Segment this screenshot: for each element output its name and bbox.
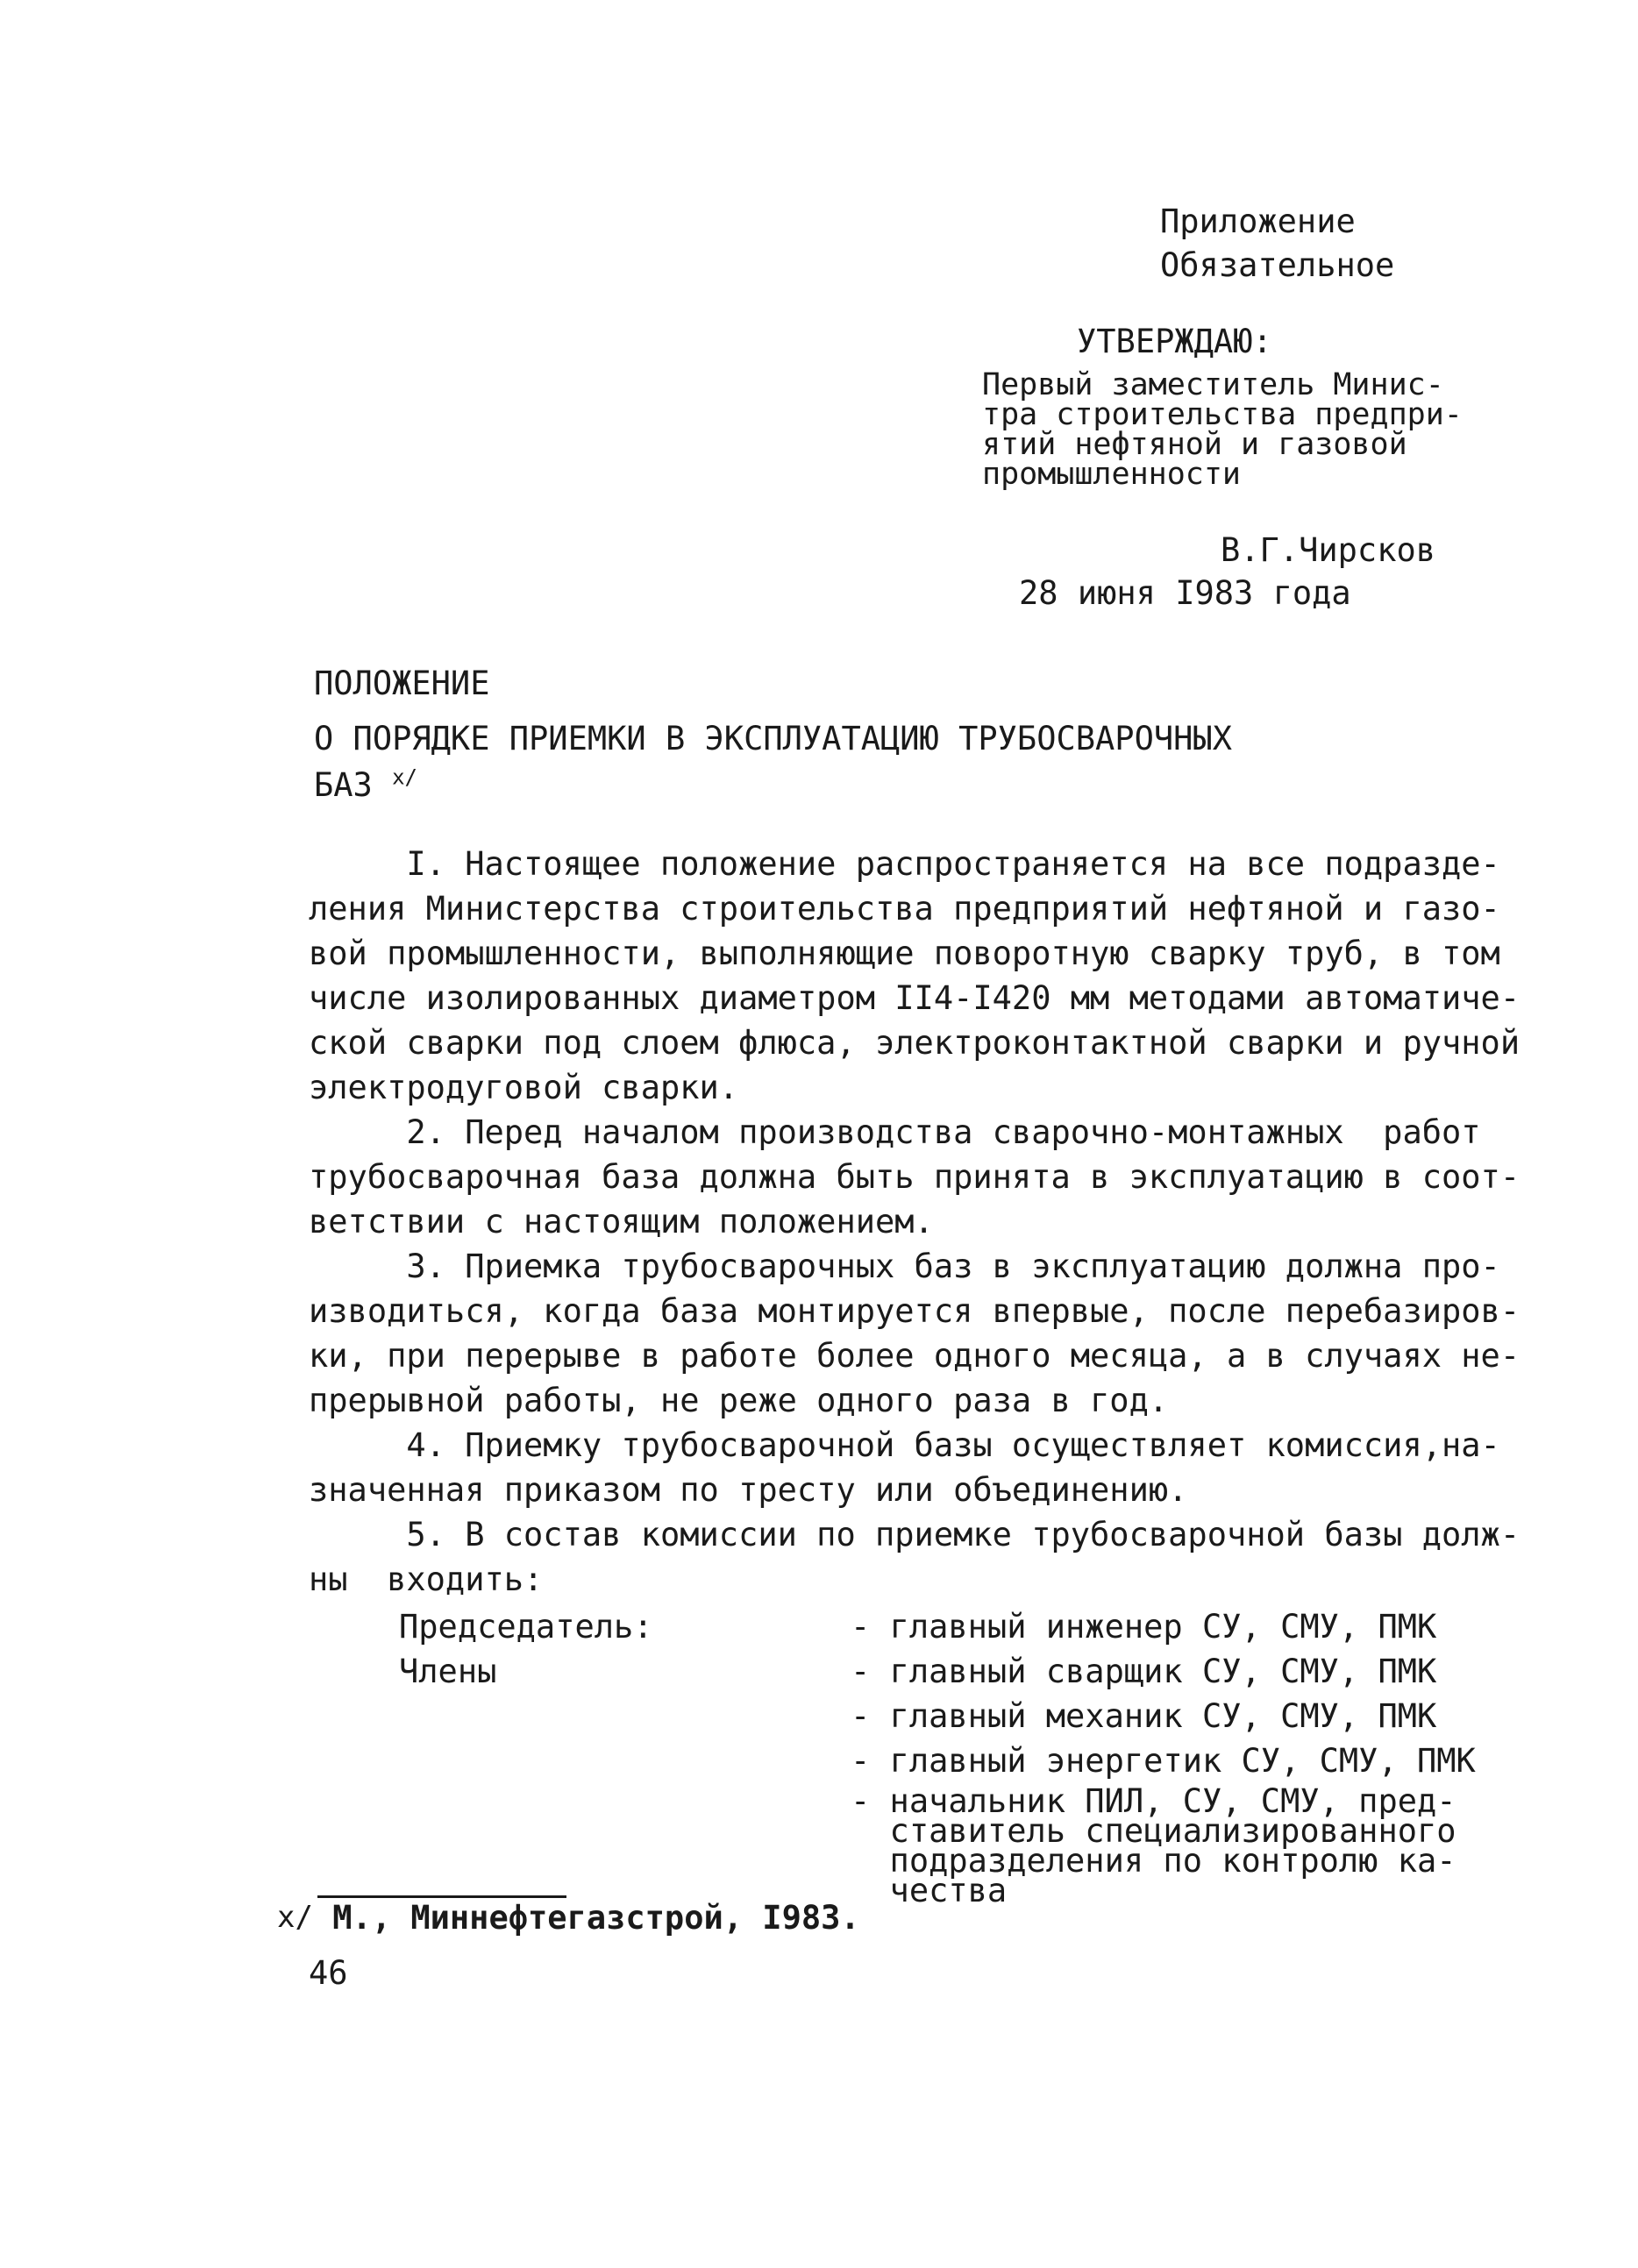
appendix-text: Приложение — [1160, 203, 1356, 240]
body-text — [309, 842, 1520, 1602]
document-title-continuation — [314, 761, 417, 810]
body-line: трубосварочная база должна быть принята в эксплуатацию в соот- — [309, 1158, 1520, 1196]
body-line: ления Министерства строительства предприятий нефтяной и газо- — [309, 890, 1500, 928]
footnote-reference-mark: x/ — [392, 764, 418, 790]
role-item-multiline — [851, 1782, 1476, 1909]
mandatory-text: Обязательное — [1160, 246, 1395, 284]
document-title-last-word: БАЗ — [314, 766, 373, 804]
approve-heading: УТВЕРЖДАЮ: — [1077, 323, 1272, 360]
role-line: ставитель специализированного — [851, 1812, 1456, 1850]
body-line: 5. В состав комиссии по приемке трубосварочной базы долж- — [309, 1516, 1520, 1553]
footnote — [277, 1895, 860, 1940]
body-line: изводиться, когда база монтируется впервые, после перебазиров- — [309, 1292, 1520, 1330]
body-line: ки, при перерыве в работе более одного месяца, а в случаях не- — [309, 1337, 1520, 1375]
chairman-label: Председатель: — [399, 1608, 653, 1646]
approval-date: 28 июня I983 года — [1019, 574, 1351, 612]
body-line: 3. Приемка трубосварочных баз в эксплуатацию должна про- — [309, 1248, 1500, 1285]
page-number: 46 — [309, 1954, 348, 1992]
approver-line: Первый заместитель Минис- — [982, 367, 1444, 402]
body-line: прерывной работы, не реже одного раза в год. — [309, 1382, 1169, 1419]
role-line: - начальник ПИЛ, СУ, СМУ, пред- — [851, 1782, 1456, 1820]
document-type-heading: ПОЛОЖЕНИЕ — [314, 665, 490, 702]
approver-line: промышленности — [982, 457, 1242, 492]
role-item: - главный энергетик СУ, СМУ, ПМК — [851, 1742, 1476, 1780]
signer-name: В.Г.Чирсков — [1221, 531, 1436, 569]
role-item: - главный сварщик СУ, СМУ, ПМК — [851, 1653, 1437, 1690]
body-line: вой промышленности, выполняющие поворотную сварку труб, в том — [309, 935, 1500, 972]
commission-labels — [399, 1604, 653, 1694]
footnote-text: М., Миннефтегазстрой, I983. — [332, 1899, 860, 1937]
body-line: ны входить: — [309, 1561, 544, 1598]
body-line: I. Настоящее положение распространяется на все подразде- — [309, 845, 1500, 883]
members-label: Члены — [399, 1653, 497, 1690]
role-item: - главный механик СУ, СМУ, ПМК — [851, 1697, 1437, 1735]
document-title: О ПОРЯДКЕ ПРИЕМКИ В ЭКСПЛУАТАЦИЮ ТРУБОСВАРОЧНЫХ — [314, 720, 1232, 757]
approver-line: тра строительства предпри- — [982, 397, 1463, 432]
role-item: - главный инженер СУ, СМУ, ПМК — [851, 1608, 1437, 1646]
role-line: подразделения по контролю ка- — [851, 1842, 1456, 1880]
footnote-mark: x/ — [277, 1900, 313, 1935]
body-line: 4. Приемку трубосварочной базы осуществляет комиссия,на- — [309, 1426, 1500, 1464]
commission-roles — [851, 1604, 1476, 1909]
approver-title — [982, 367, 1463, 492]
body-line: электродуговой сварки. — [309, 1069, 739, 1106]
appendix-label — [1160, 200, 1394, 288]
approver-line: ятий нефтяной и газовой — [982, 427, 1407, 462]
role-line: чества — [851, 1872, 1008, 1909]
body-line: числе изолированных диаметром II4-I420 мм методами автоматиче- — [309, 979, 1520, 1017]
body-line: ской сварки под слоем флюса, электроконтактной сварки и ручной — [309, 1024, 1520, 1062]
body-line: ветствии с настоящим положением. — [309, 1203, 934, 1241]
body-line: 2. Перед началом производства сварочно-монтажных работ — [309, 1113, 1481, 1151]
body-line: значенная приказом по тресту или объединению. — [309, 1471, 1188, 1509]
